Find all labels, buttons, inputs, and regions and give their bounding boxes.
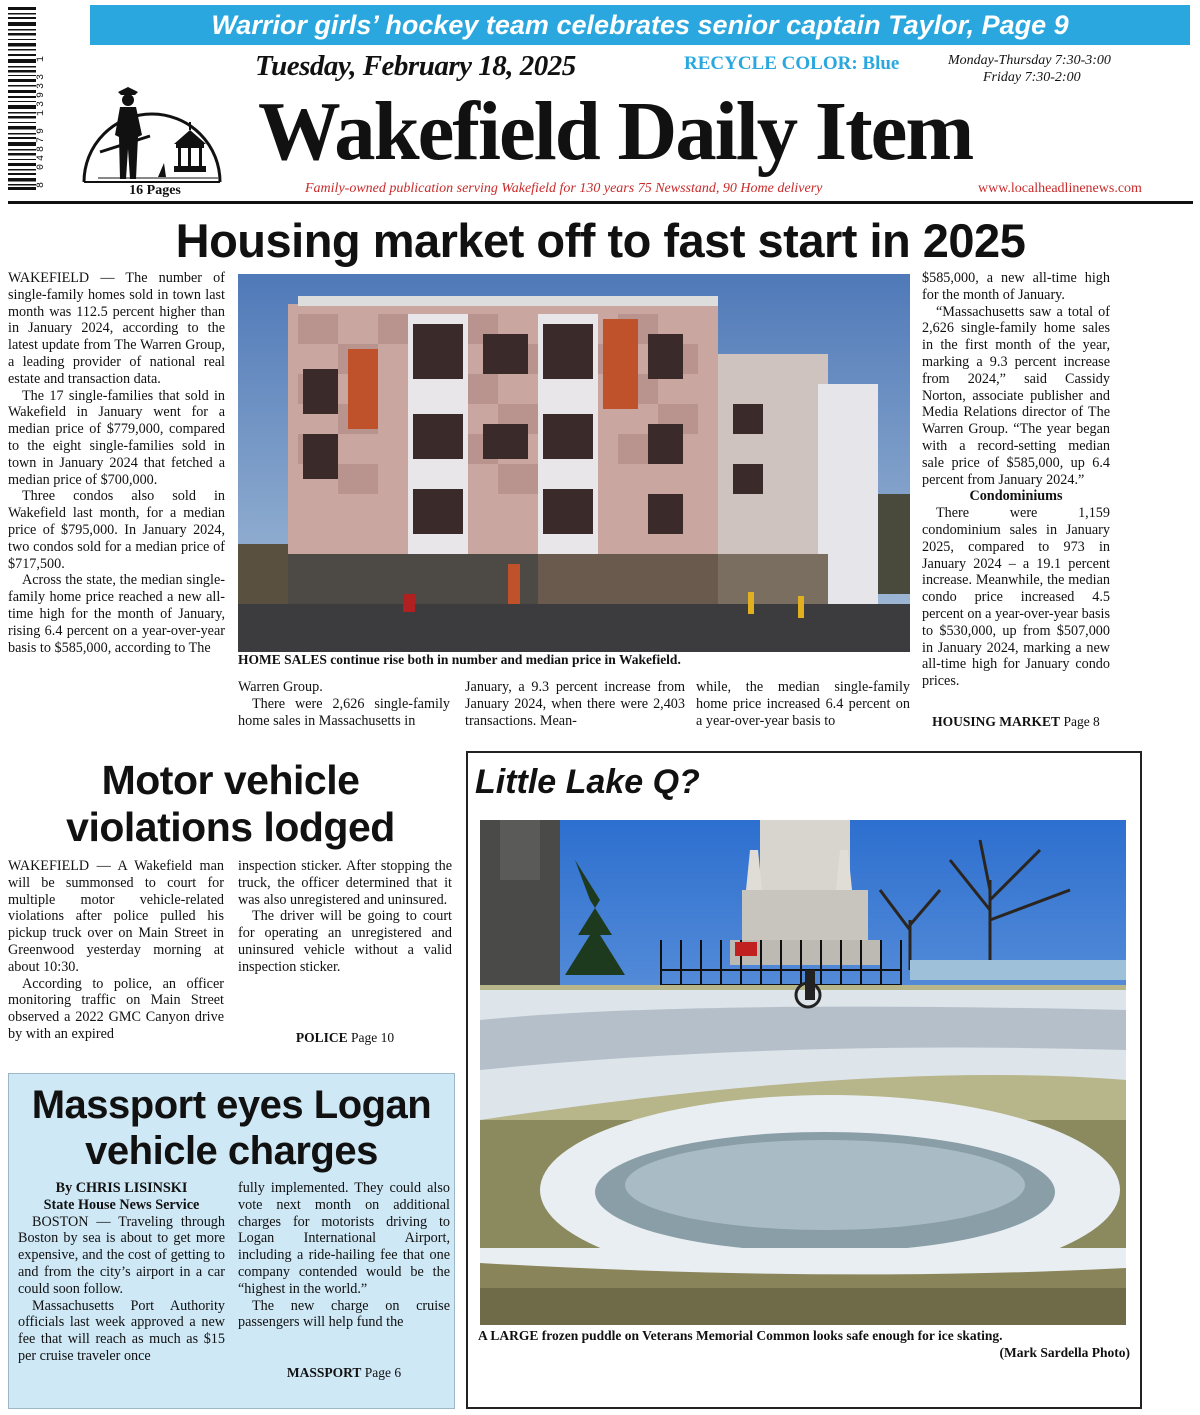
motor-column-1 xyxy=(8,858,224,1043)
top-teaser-banner[interactable]: Warrior girls’ hockey team celebrates senior captain Taylor, Page 9 xyxy=(90,5,1190,45)
hours-weekday: Monday-Thursday 7:30-3:00 xyxy=(948,53,1111,68)
jump-label: POLICE xyxy=(295,1030,348,1045)
frozen-puddle-photo[interactable] xyxy=(480,820,1126,1248)
paragraph: According to police, an officer monitoring traffic on Main Street observed a 2022 GMC Canyon drive by with an expired xyxy=(8,975,224,1042)
condominiums-subhead: Condominiums xyxy=(969,488,1063,505)
housing-headline[interactable]: Housing market off to fast start in 2025 xyxy=(175,214,1026,267)
little-lake-title[interactable]: Little Lake Q? xyxy=(475,763,700,801)
condo-building-photo[interactable] xyxy=(238,274,910,652)
tagline: Family-owned publication serving Wakefield for 130 years 75 Newsstand, 90 Home delivery xyxy=(305,181,823,196)
paragraph: Three condos also sold in Wakefield last month, for a median price of $795,000. In January 2024, two condos sold for a median price of $717,500. xyxy=(8,488,225,572)
housing-column-2 xyxy=(238,679,450,729)
motor-column-2 xyxy=(238,858,452,976)
jump-page: Page 6 xyxy=(364,1365,402,1380)
massport-column-2 xyxy=(238,1180,450,1331)
housing-column-1 xyxy=(8,270,225,656)
paragraph: fully implemented. They could also vote next month on additional charges for motorists driving to Logan International Airport, including a ride-hailing fee that one company contended would be the “highest in the world.” xyxy=(238,1180,450,1297)
massport-headline[interactable]: Massport eyes Logan vehicle charges xyxy=(31,1083,432,1173)
paragraph: inspection sticker. After stopping the truck, the officer determined that it was also unregistered and uninsured. xyxy=(238,858,452,908)
barcode-digits: 8 04879 13933 1 xyxy=(36,52,47,188)
police-jump-link[interactable] xyxy=(238,1030,452,1046)
photo-credit: (Mark Sardella Photo) xyxy=(999,1345,1130,1360)
massport-column-1 xyxy=(18,1180,225,1365)
jump-label: HOUSING MARKET xyxy=(932,714,1061,729)
little-lake-caption: A LARGE frozen puddle on Veterans Memorial Common looks safe enough for ice skating. xyxy=(478,1328,1003,1343)
byline-source: State House News Service xyxy=(43,1196,200,1213)
paragraph: while, the median single-family home price increased 6.4 percent on a year-over-year basis to xyxy=(696,679,910,729)
housing-jump-link[interactable] xyxy=(922,714,1110,730)
paragraph: WAKEFIELD — A Wakefield man will be summonsed to court for multiple motor vehicle-related violations after police pulled his pickup truck over on Main Street in Greenwood yesterday morning at about 10:30. xyxy=(8,858,224,975)
website-link[interactable]: www.localheadlinenews.com xyxy=(978,181,1142,196)
paragraph: Across the state, the median single-family home price reached a new all-time high for the month of January, rising 6.4 percent on a year-over-year basis to $585,000, according to The xyxy=(8,572,225,656)
paragraph: The 17 single-families that sold in Wakefield in January went for a median price of $779,000, compared to the eight single-families sold in town in January 2024 that fetched a median price of $700,000. xyxy=(8,387,225,488)
paragraph: $585,000, a new all-time high for the month of January. xyxy=(922,270,1110,303)
housing-column-3 xyxy=(465,679,685,729)
minuteman-logo[interactable] xyxy=(78,52,226,192)
motor-vehicle-headline[interactable]: Motor vehicle violations lodged xyxy=(66,757,395,850)
housing-photo-caption: HOME SALES continue rise both in number and median price in Wakefield. xyxy=(238,652,681,667)
issue-date: Tuesday, February 18, 2025 xyxy=(255,50,576,82)
paragraph: The driver will be going to court for operating an unregistered and uninsured vehicle without a valid inspection sticker. xyxy=(238,908,452,975)
byline-author: By CHRIS LISINSKI xyxy=(55,1180,188,1196)
newspaper-title[interactable]: Wakefield Daily Item xyxy=(258,85,973,178)
office-hours xyxy=(948,52,1188,86)
jump-page: Page 8 xyxy=(1063,714,1100,729)
paragraph: January, a 9.3 percent increase from January 2024, when there were 2,403 transactions. Mean- xyxy=(465,679,685,729)
paragraph: The new charge on cruise passengers will help fund the xyxy=(238,1297,450,1331)
recycle-color-notice: RECYCLE COLOR: Blue xyxy=(684,53,900,74)
housing-column-5 xyxy=(922,270,1110,690)
paragraph: BOSTON — Traveling through Boston by sea is about to get more expensive, and the cost of getting to and from the city’s airport in a car could soon follow. xyxy=(18,1213,225,1297)
paragraph: Warren Group. xyxy=(238,679,323,695)
housing-column-4 xyxy=(696,679,910,729)
massport-jump-link[interactable] xyxy=(238,1365,450,1381)
masthead-rule xyxy=(8,201,1193,204)
frozen-puddle-photo-lower xyxy=(480,1248,1126,1325)
page-count: 16 Pages xyxy=(129,183,181,198)
paragraph: Massachusetts Port Authority officials last week approved a new fee that will reach as much as $15 per cruise traveler once xyxy=(18,1297,225,1364)
hours-friday: Friday 7:30-2:00 xyxy=(983,70,1081,85)
paragraph: There were 1,159 condominium sales in January 2025, compared to 973 in January 2024 – a 19.1 percent increase. Meanwhile, the median condo price increased 4.5 percent on a year-over-year basis to $530,000, up from $507,000 in January 2024, marking a new all-time high for January condo prices. xyxy=(922,505,1110,690)
paragraph: WAKEFIELD — The number of single-family homes sold in town last month was 112.5 percent higher than in January 2024, according to the latest update from The Warren Group, a leading provider of national real estate and transaction data. xyxy=(8,270,225,387)
barcode-image xyxy=(8,5,36,190)
paragraph: There were 2,626 single-family home sales in Massachusetts in xyxy=(238,695,450,729)
jump-label: MASSPORT xyxy=(286,1365,362,1380)
paragraph: “Massachusetts saw a total of 2,626 single-family home sales in the first month of the year, marking a 9.3 percent increase from 2024,” said Cassidy Norton, associate publisher and Media Relations director of The Warren Group. “The year began with a record-setting median sale price of $585,000, up 6.4 percent from January 2024.” xyxy=(922,303,1110,488)
jump-page: Page 10 xyxy=(351,1030,395,1045)
